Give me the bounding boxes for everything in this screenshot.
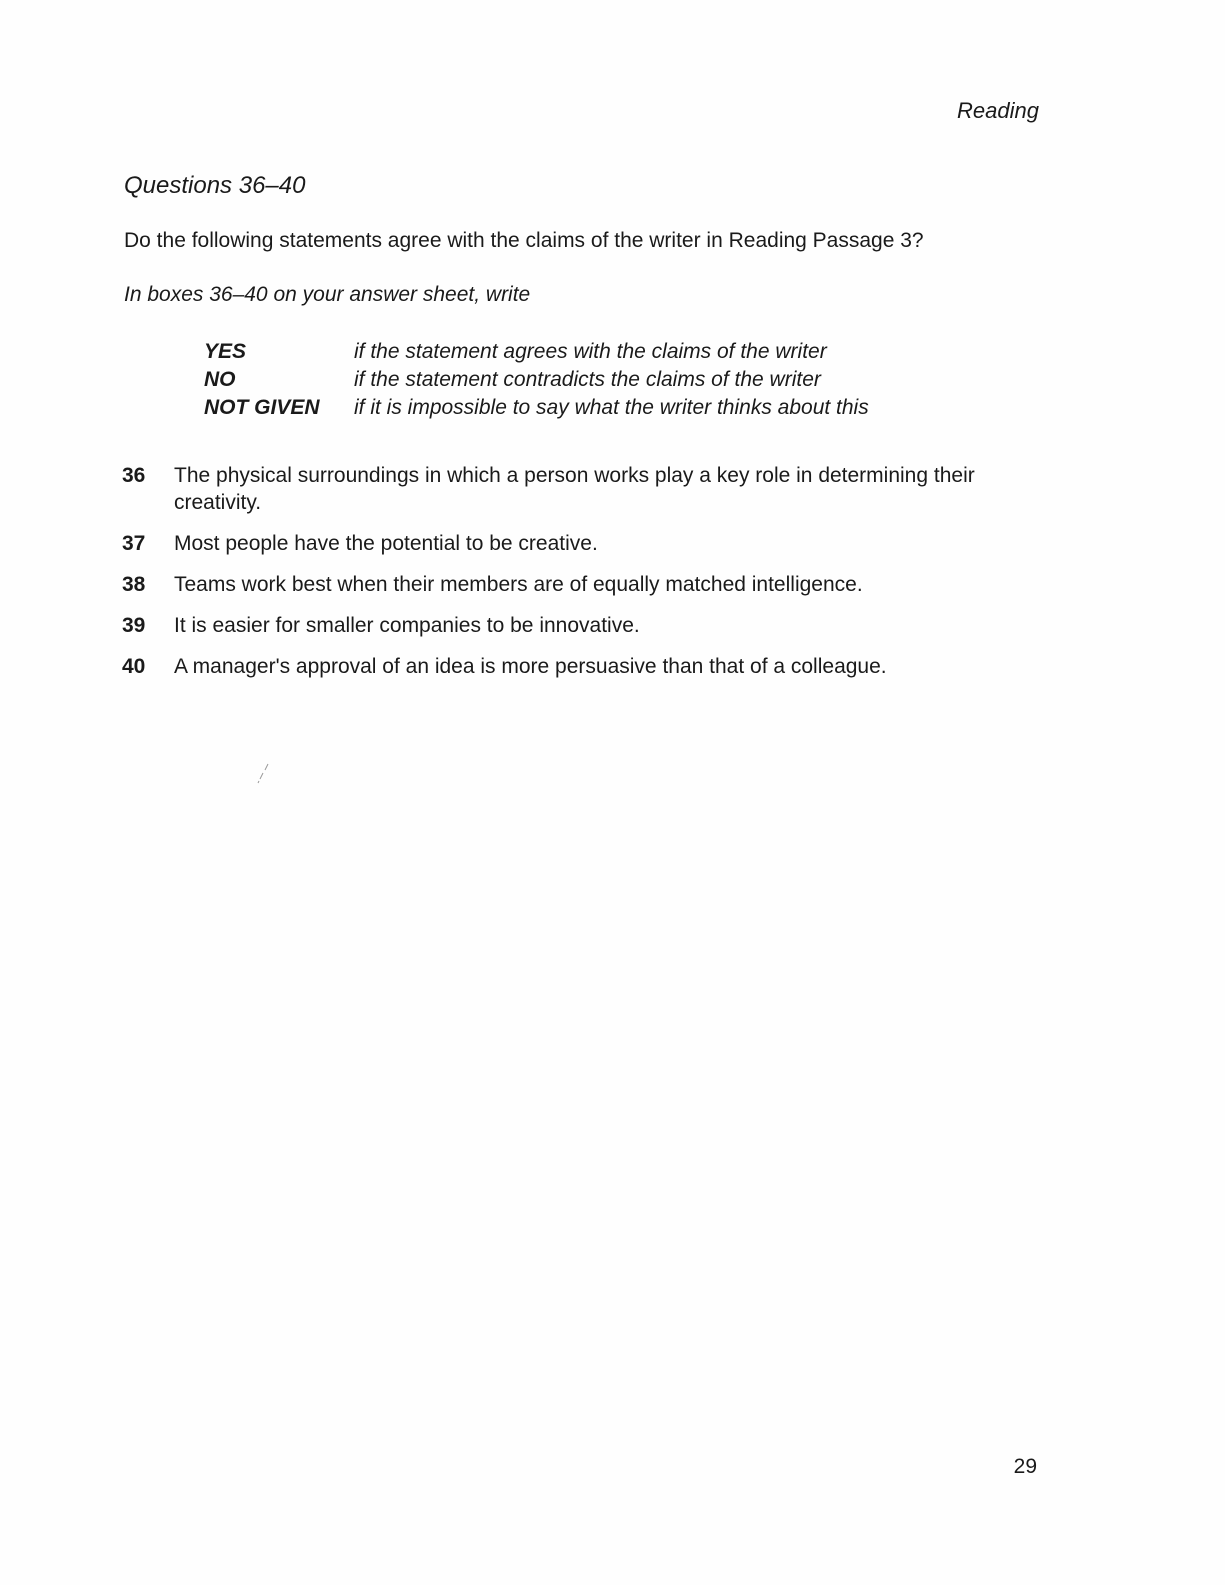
question-item <box>122 612 1042 639</box>
question-text: The physical surroundings in which a person works play a key role in determining their creativity. <box>174 464 975 514</box>
write-instruction: In boxes 36–40 on your answer sheet, write <box>124 283 531 306</box>
key-row-yes <box>204 338 869 366</box>
key-term: NO <box>204 368 236 391</box>
scan-speck-icon <box>256 762 270 784</box>
key-definition: if it is impossible to say what the writer thinks about this <box>354 396 869 419</box>
page-number: 29 <box>1013 1455 1037 1478</box>
question-number: 36 <box>122 464 146 487</box>
answer-key-table <box>204 338 869 422</box>
question-text: Most people have the potential to be creative. <box>174 532 598 555</box>
question-number: 38 <box>122 573 146 596</box>
question-item <box>122 530 1042 557</box>
key-definition: if the statement contradicts the claims of the writer <box>354 368 821 391</box>
question-list <box>122 462 1042 694</box>
section-title: Questions 36–40 <box>124 172 306 199</box>
key-term: YES <box>204 340 247 363</box>
question-number: 39 <box>122 614 146 637</box>
question-item <box>122 571 1042 598</box>
running-head: Reading <box>957 98 1039 123</box>
key-definition: if the statement agrees with the claims of the writer <box>354 340 827 363</box>
question-number: 37 <box>122 532 146 555</box>
question-number: 40 <box>122 655 146 678</box>
key-term: NOT GIVEN <box>204 396 320 419</box>
instruction-text: Do the following statements agree with the claims of the writer in Reading Passage 3? <box>124 229 924 252</box>
key-row-not-given <box>204 394 869 422</box>
question-text: Teams work best when their members are of equally matched intelligence. <box>174 573 863 596</box>
question-text: A manager's approval of an idea is more persuasive than that of a colleague. <box>174 655 887 678</box>
question-text: It is easier for smaller companies to be innovative. <box>174 614 640 637</box>
question-item <box>122 462 1042 516</box>
question-item <box>122 653 1042 680</box>
key-row-no <box>204 366 869 394</box>
